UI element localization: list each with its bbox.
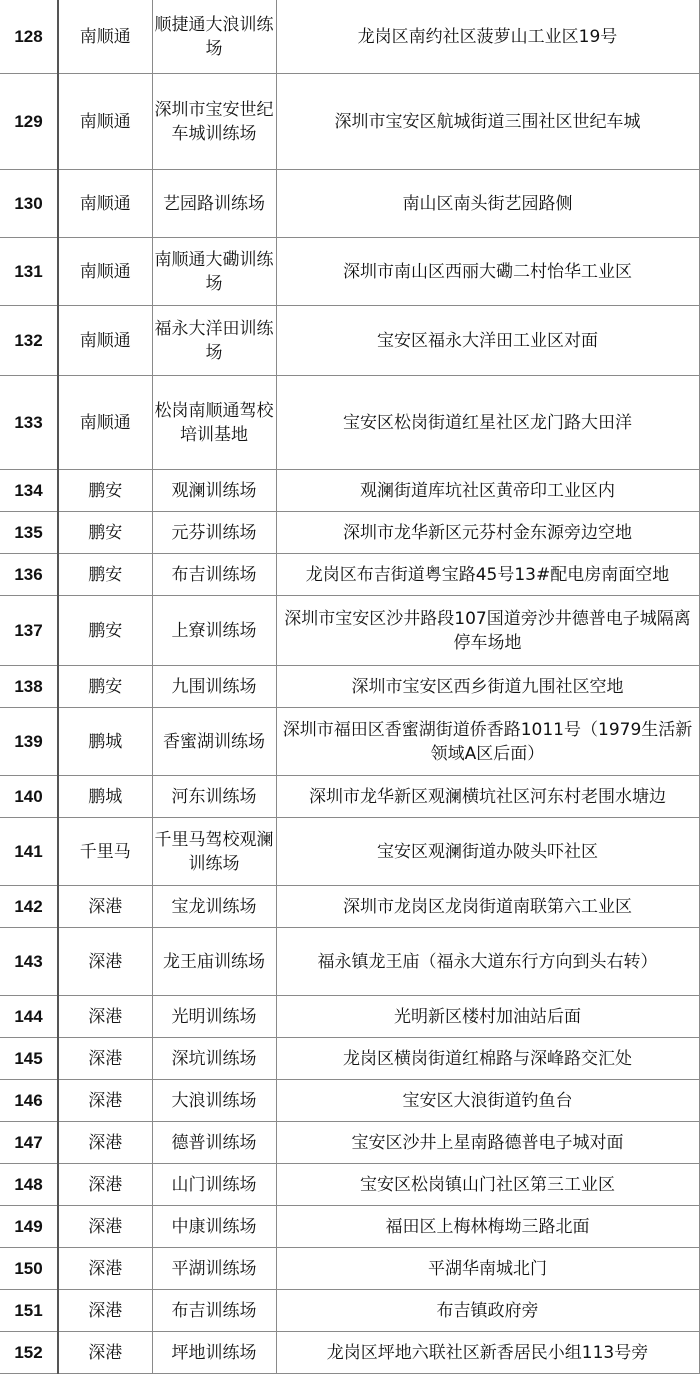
address-cell: 宝安区松岗街道红星社区龙门路大田洋 [276, 376, 699, 470]
address-cell: 深圳市龙岗区龙岗街道南联第六工业区 [276, 886, 699, 928]
company-cell: 深港 [58, 1332, 152, 1374]
row-number-cell: 144 [0, 996, 58, 1038]
table-row [0, 996, 699, 1038]
site-name-cell: 河东训练场 [152, 776, 276, 818]
company-cell: 南顺通 [58, 306, 152, 376]
row-number-cell: 130 [0, 170, 58, 238]
address-cell: 深圳市宝安区西乡街道九围社区空地 [276, 666, 699, 708]
table-row [0, 512, 699, 554]
row-number-cell: 134 [0, 470, 58, 512]
table-row [0, 470, 699, 512]
table-row [0, 1038, 699, 1080]
site-name-cell: 南顺通大磡训练场 [152, 238, 276, 306]
company-cell: 深港 [58, 886, 152, 928]
table-row [0, 170, 699, 238]
address-cell: 福田区上梅林梅坳三路北面 [276, 1206, 699, 1248]
address-cell: 宝安区福永大洋田工业区对面 [276, 306, 699, 376]
table-row [0, 776, 699, 818]
site-name-cell: 大浪训练场 [152, 1080, 276, 1122]
row-number-cell: 128 [0, 0, 58, 74]
site-name-cell: 上寮训练场 [152, 596, 276, 666]
address-cell: 光明新区楼村加油站后面 [276, 996, 699, 1038]
row-number-cell: 142 [0, 886, 58, 928]
company-cell: 深港 [58, 996, 152, 1038]
site-name-cell: 坪地训练场 [152, 1332, 276, 1374]
site-name-cell: 松岗南顺通驾校培训基地 [152, 376, 276, 470]
company-cell: 鹏安 [58, 596, 152, 666]
site-name-cell: 山门训练场 [152, 1164, 276, 1206]
site-name-cell: 福永大洋田训练场 [152, 306, 276, 376]
site-name-cell: 艺园路训练场 [152, 170, 276, 238]
address-cell: 龙岗区南约社区菠萝山工业区19号 [276, 0, 699, 74]
table-row [0, 306, 699, 376]
company-cell: 鹏安 [58, 512, 152, 554]
site-name-cell: 顺捷通大浪训练场 [152, 0, 276, 74]
site-name-cell: 观澜训练场 [152, 470, 276, 512]
address-cell: 平湖华南城北门 [276, 1248, 699, 1290]
table-row [0, 1164, 699, 1206]
company-cell: 深港 [58, 1164, 152, 1206]
company-cell: 深港 [58, 1122, 152, 1164]
address-cell: 深圳市宝安区航城街道三围社区世纪车城 [276, 74, 699, 170]
company-cell: 深港 [58, 1080, 152, 1122]
row-number-cell: 133 [0, 376, 58, 470]
address-cell: 宝安区松岗镇山门社区第三工业区 [276, 1164, 699, 1206]
table-row [0, 376, 699, 470]
company-cell: 深港 [58, 1038, 152, 1080]
row-number-cell: 148 [0, 1164, 58, 1206]
row-number-cell: 149 [0, 1206, 58, 1248]
address-cell: 观澜街道库坑社区黄帝印工业区内 [276, 470, 699, 512]
row-number-cell: 139 [0, 708, 58, 776]
address-cell: 龙岗区坪地六联社区新香居民小组113号旁 [276, 1332, 699, 1374]
company-cell: 南顺通 [58, 238, 152, 306]
site-name-cell: 布吉训练场 [152, 554, 276, 596]
site-name-cell: 深坑训练场 [152, 1038, 276, 1080]
row-number-cell: 150 [0, 1248, 58, 1290]
row-number-cell: 135 [0, 512, 58, 554]
company-cell: 鹏城 [58, 776, 152, 818]
row-number-cell: 147 [0, 1122, 58, 1164]
table-row [0, 1290, 699, 1332]
company-cell: 深港 [58, 1248, 152, 1290]
address-cell: 深圳市福田区香蜜湖街道侨香路1011号（1979生活新领域A区后面） [276, 708, 699, 776]
address-cell: 深圳市南山区西丽大磡二村怡华工业区 [276, 238, 699, 306]
row-number-cell: 137 [0, 596, 58, 666]
row-number-cell: 146 [0, 1080, 58, 1122]
site-name-cell: 中康训练场 [152, 1206, 276, 1248]
row-number-cell: 151 [0, 1290, 58, 1332]
address-cell: 深圳市龙华新区元芬村金东源旁边空地 [276, 512, 699, 554]
address-cell: 宝安区大浪街道钓鱼台 [276, 1080, 699, 1122]
site-name-cell: 德普训练场 [152, 1122, 276, 1164]
site-name-cell: 龙王庙训练场 [152, 928, 276, 996]
address-cell: 龙岗区布吉街道粤宝路45号13#配电房南面空地 [276, 554, 699, 596]
table-row [0, 1206, 699, 1248]
table-row [0, 886, 699, 928]
address-cell: 龙岗区横岗街道红棉路与深峰路交汇处 [276, 1038, 699, 1080]
address-cell: 深圳市龙华新区观澜横坑社区河东村老围水塘边 [276, 776, 699, 818]
row-number-cell: 138 [0, 666, 58, 708]
site-name-cell: 元芬训练场 [152, 512, 276, 554]
site-name-cell: 香蜜湖训练场 [152, 708, 276, 776]
row-number-cell: 132 [0, 306, 58, 376]
address-cell: 南山区南头街艺园路侧 [276, 170, 699, 238]
row-number-cell: 152 [0, 1332, 58, 1374]
company-cell: 深港 [58, 928, 152, 996]
table-row [0, 818, 699, 886]
table-row [0, 708, 699, 776]
address-cell: 福永镇龙王庙（福永大道东行方向到头右转） [276, 928, 699, 996]
row-number-cell: 136 [0, 554, 58, 596]
company-cell: 鹏城 [58, 708, 152, 776]
table-row [0, 666, 699, 708]
table-row [0, 554, 699, 596]
site-name-cell: 宝龙训练场 [152, 886, 276, 928]
row-number-cell: 140 [0, 776, 58, 818]
site-name-cell: 九围训练场 [152, 666, 276, 708]
row-number-cell: 141 [0, 818, 58, 886]
company-cell: 南顺通 [58, 0, 152, 74]
company-cell: 千里马 [58, 818, 152, 886]
address-cell: 布吉镇政府旁 [276, 1290, 699, 1332]
site-name-cell: 深圳市宝安世纪车城训练场 [152, 74, 276, 170]
table-row [0, 928, 699, 996]
table-row [0, 0, 699, 74]
address-cell: 深圳市宝安区沙井路段107国道旁沙井德普电子城隔离停车场地 [276, 596, 699, 666]
row-number-cell: 129 [0, 74, 58, 170]
table-row [0, 1122, 699, 1164]
site-name-cell: 布吉训练场 [152, 1290, 276, 1332]
company-cell: 深港 [58, 1290, 152, 1332]
row-number-cell: 145 [0, 1038, 58, 1080]
company-cell: 南顺通 [58, 74, 152, 170]
company-cell: 南顺通 [58, 376, 152, 470]
company-cell: 南顺通 [58, 170, 152, 238]
site-name-cell: 千里马驾校观澜训练场 [152, 818, 276, 886]
table-row [0, 238, 699, 306]
table-row [0, 1080, 699, 1122]
company-cell: 鹏安 [58, 554, 152, 596]
address-cell: 宝安区观澜街道办陂头吓社区 [276, 818, 699, 886]
table-row [0, 1332, 699, 1374]
company-cell: 鹏安 [58, 666, 152, 708]
site-name-cell: 光明训练场 [152, 996, 276, 1038]
site-name-cell: 平湖训练场 [152, 1248, 276, 1290]
company-cell: 深港 [58, 1206, 152, 1248]
address-cell: 宝安区沙井上星南路德普电子城对面 [276, 1122, 699, 1164]
row-number-cell: 131 [0, 238, 58, 306]
row-number-cell: 143 [0, 928, 58, 996]
table-row [0, 596, 699, 666]
table-row [0, 74, 699, 170]
table-row [0, 1248, 699, 1290]
company-cell: 鹏安 [58, 470, 152, 512]
